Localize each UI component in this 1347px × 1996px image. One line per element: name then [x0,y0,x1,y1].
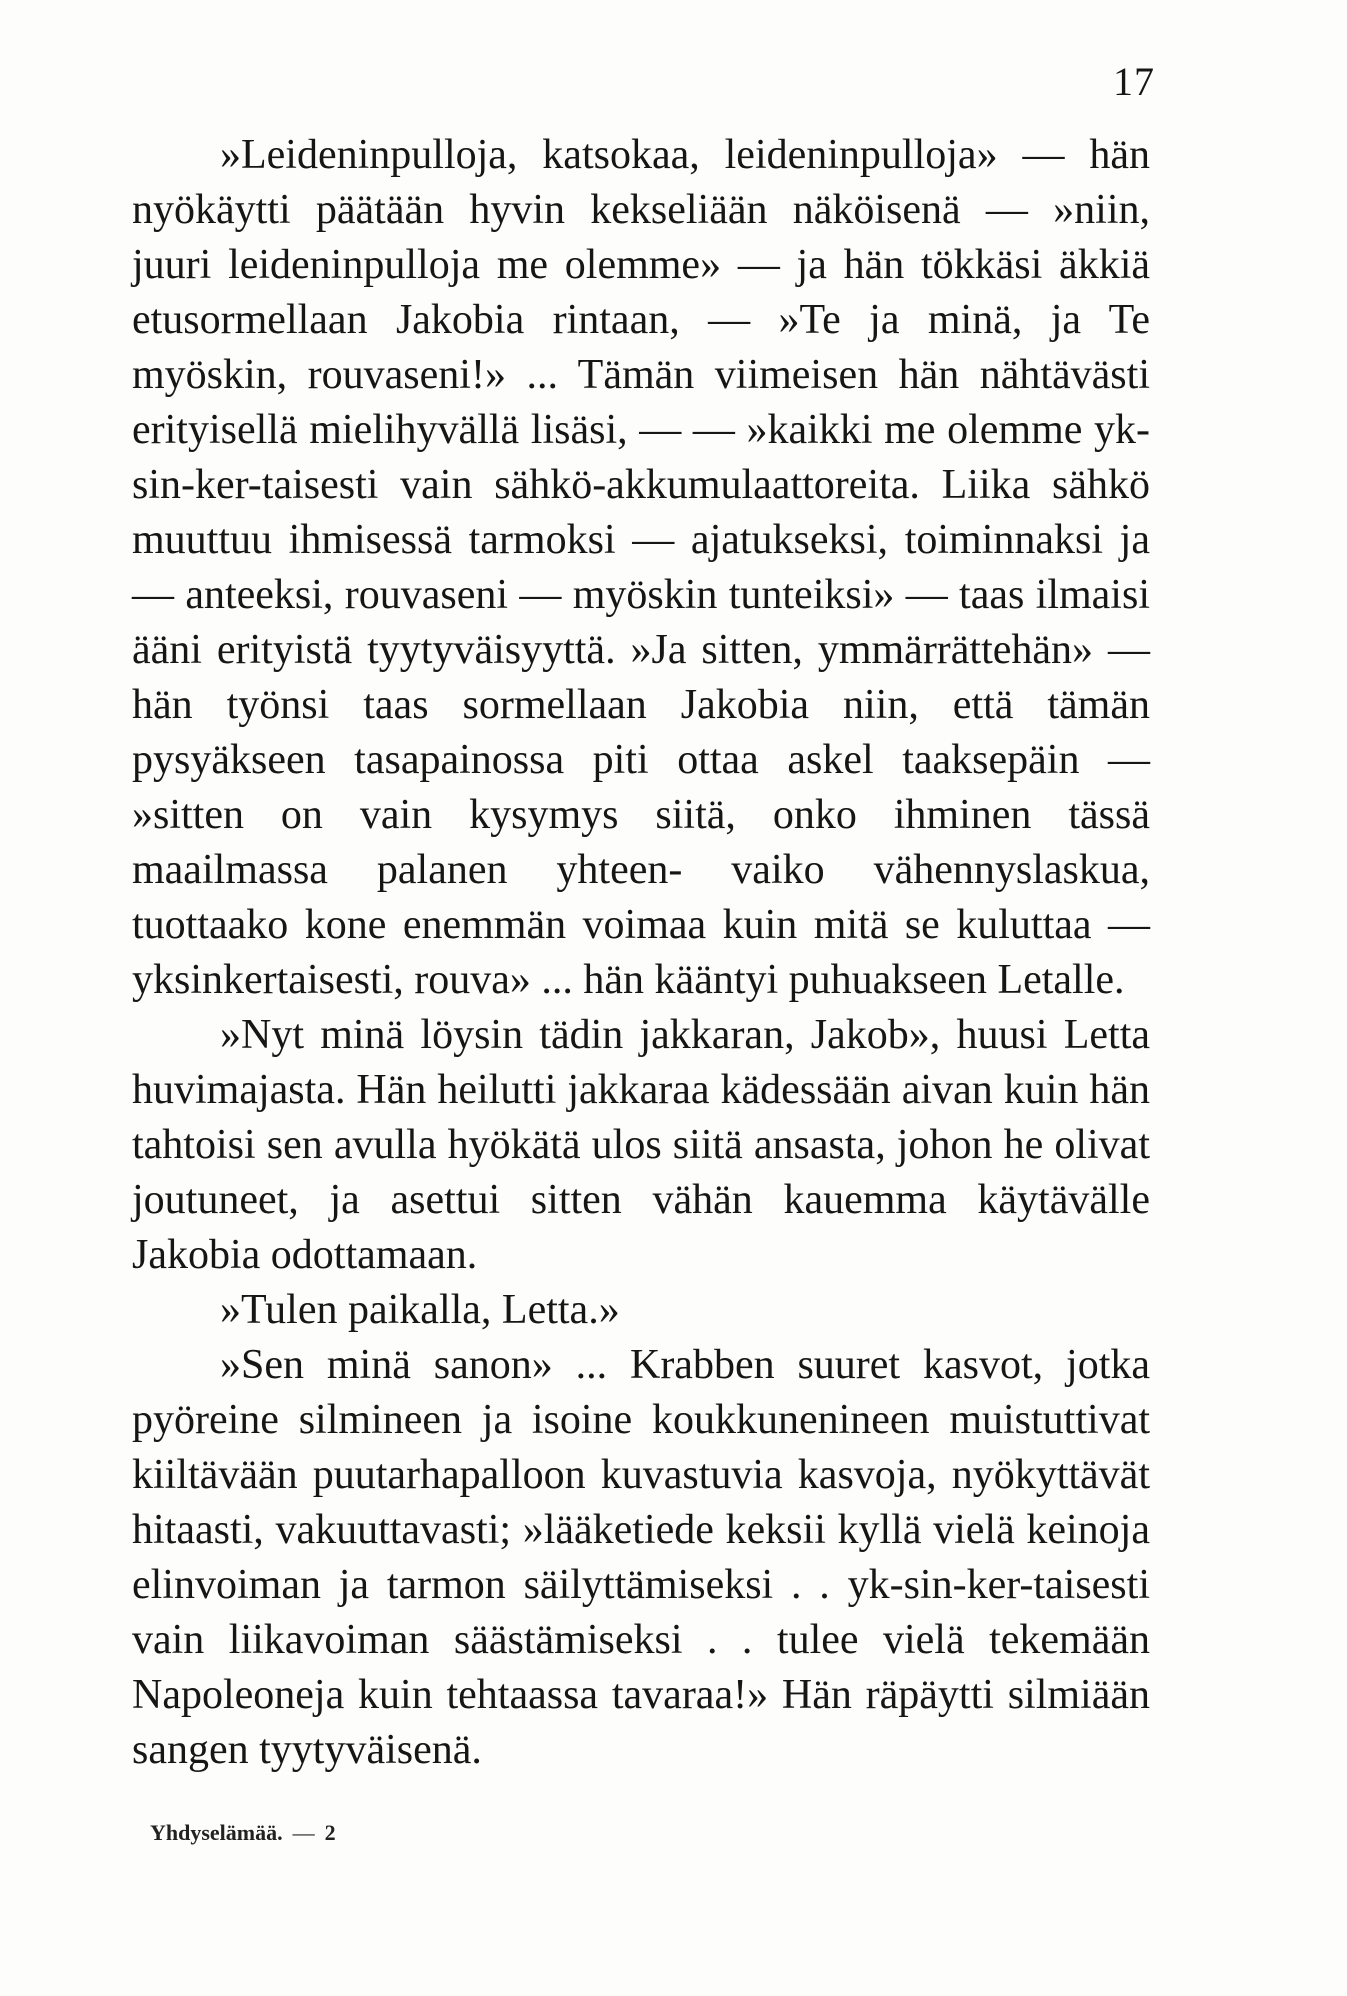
paragraph: »Nyt minä löysin tädin jakkaran, Jakob», huusi Letta huvimajasta. Hän heilutti jakkaraa kädessään aivan kuin hän tahtoisi sen avulla hyökätä ulos siitä ansasta, johon he olivat joutuneet, ja asettui sitten vähän kauemma käytävälle Jakobia odottamaan. [132,1012,1150,1278]
body-text [132,128,1150,1778]
paragraph: »Sen minä sanon» ... Krabben suuret kasvot, jotka pyöreine silmineen ja isoine koukkunenineen muistuttivat kiiltävään puutarhapalloon kuvastuvia kasvoja, nyökyttävät hitaasti, vakuuttavasti; »lääketiede keksii kyllä vielä keinoja elinvoiman ja tarmon säilyttämiseksi . . yk-sin-ker-taisesti vain liikavoiman säästämiseksi . . tulee vielä tekemään Napoleoneja kuin tehtaassa tavaraa!» Hän räpäytti silmiään sangen tyytyväisenä. [132,1342,1150,1773]
page-number: 17 [1113,59,1155,104]
signature-sheet-number: 2 [324,1820,336,1845]
signature-title: Yhdyselämää. [150,1820,283,1845]
paragraph: »Tulen paikalla, Letta.» [220,1287,620,1333]
printer-signature [150,1820,336,1846]
signature-dash: — [292,1820,315,1845]
paragraph: »Leideninpulloja, katsokaa, leideninpulloja» — hän nyökäytti päätään hyvin kekseliään näköisenä — »niin, juuri leideninpulloja me olemme» — ja hän tökkäsi äkkiä etusormellaan Jakobia rintaan, — »Te ja minä, ja Te myöskin, rouvaseni!» ... Tämän viimeisen hän nähtävästi erityisellä mielihyvällä lisäsi, — — »kaikki me olemme yk-sin-ker-taisesti vain sähkö-akkumulaattoreita. Liika sähkö muuttuu ihmisessä tarmoksi — ajatukseksi, toiminnaksi ja — anteeksi, rouvaseni — myöskin tunteiksi» — taas ilmaisi ääni erityistä tyytyväisyyttä. »Ja sitten, ymmärrättehän» — hän työnsi taas sormellaan Jakobia niin, että tämän pysyäkseen tasapainossa piti ottaa askel taaksepäin — »sitten on vain kysymys siitä, onko ihminen tässä maailmassa palanen yhteen- vaiko vähennyslaskua, tuottaako kone enemmän voimaa kuin mitä se kuluttaa — yksinkertaisesti, rouva» ... hän kääntyi puhuakseen Letalle. [132,132,1150,1003]
